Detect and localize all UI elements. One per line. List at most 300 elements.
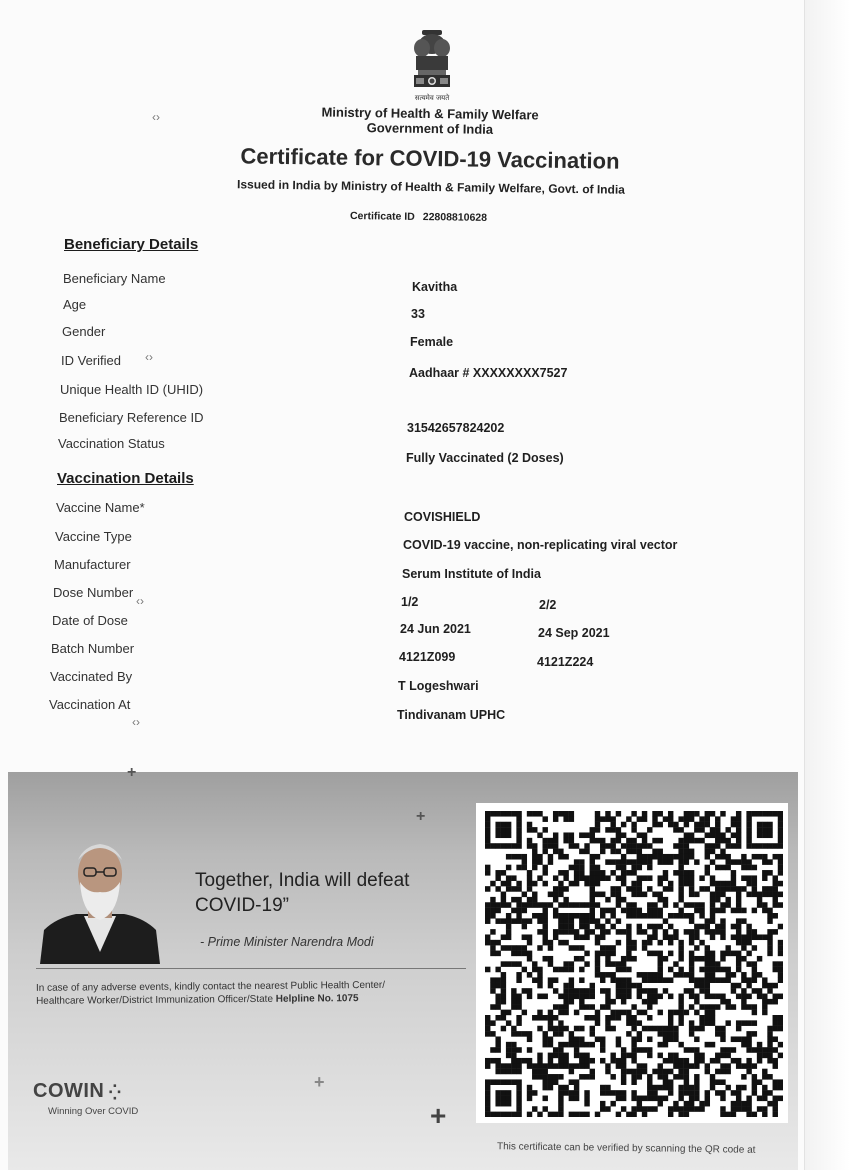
qr-module [678,892,683,898]
qr-module [537,854,542,860]
national-emblem-icon [408,26,456,108]
qr-module [668,934,673,940]
qr-module [548,1058,553,1064]
qr-module [668,951,673,957]
qr-module [705,849,710,855]
qr-module [652,913,657,919]
qr-module [715,838,720,844]
qr-module [736,934,741,940]
qr-module [694,822,699,828]
qr-module [684,1090,689,1096]
qr-module [678,843,683,849]
qr-module [579,967,584,973]
qr-module [631,870,636,876]
label-vaccination-status: Vaccination Status [58,436,165,451]
qr-module [532,827,537,833]
qr-module [647,1015,652,1021]
qr-module [563,870,568,876]
qr-module [626,1069,631,1075]
qr-module [579,1074,584,1080]
qr-module [543,913,548,919]
qr-module [590,1031,595,1037]
helpline-line-1: In case of any adverse events, kindly contact the nearest Public Health Center/ [35,979,386,994]
qr-module [647,972,652,978]
qr-module [694,956,699,962]
qr-module [616,859,621,865]
qr-module [537,994,542,1000]
qr-module [501,1015,506,1021]
qr-module [736,838,741,844]
qr-module [616,849,621,855]
qr-module [757,1058,762,1064]
qr-module [684,1010,689,1016]
qr-module [595,1112,600,1117]
qr-module [741,999,746,1005]
qr-module [621,1010,626,1016]
qr-module [631,865,636,871]
qr-module [522,945,527,951]
qr-module [616,940,621,946]
qr-module [678,994,683,1000]
qr-module [516,843,521,849]
qr-module [511,999,516,1005]
qr-module [590,994,595,1000]
qr-module [746,859,751,865]
qr-module [495,1101,500,1107]
qr-module [631,811,636,817]
qr-module [647,908,652,914]
qr-module [773,994,778,1000]
qr-module [678,838,683,844]
qr-module [558,1010,563,1016]
qr-module [720,854,725,860]
qr-module [637,832,642,838]
qr-module [631,1053,636,1059]
label-vaccine-name: Vaccine Name* [56,500,145,515]
qr-module [610,816,615,822]
qr-module [773,1036,778,1042]
qr-module [605,816,610,822]
qr-module [553,929,558,935]
qr-module [689,1047,694,1053]
qr-module [516,945,521,951]
qr-module [767,1042,772,1048]
qr-module [506,1069,511,1075]
qr-module [548,1042,553,1048]
qr-module [527,902,532,908]
qr-module [658,994,663,1000]
qr-module [778,822,783,828]
qr-module [553,897,558,903]
qr-module [595,1036,600,1042]
qr-module [553,908,558,914]
qr-module [501,881,506,887]
qr-module [621,1069,626,1075]
qr-module [605,945,610,951]
qr-module [522,892,527,898]
qr-module [506,902,511,908]
qr-module [720,1047,725,1053]
qr-module [631,843,636,849]
qr-module [694,1058,699,1064]
qr-module [637,843,642,849]
qr-module [720,918,725,924]
plus-decoration-icon: + [314,1072,325,1092]
qr-module [506,1112,511,1117]
qr-module [610,859,615,865]
qr-module [516,1063,521,1069]
qr-module [590,838,595,844]
qr-module [501,988,506,994]
qr-module [495,1004,500,1010]
qr-module [506,854,511,860]
qr-module [506,913,511,919]
qr-module [699,1026,704,1032]
qr-module [605,908,610,914]
qr-module [569,1079,574,1085]
qr-module [762,843,767,849]
qr-module [689,854,694,860]
qr-module [548,1010,553,1016]
qr-module [731,951,736,957]
qr-module [689,1063,694,1069]
qr-module [767,951,772,957]
qr-module [485,1063,490,1069]
qr-module [605,961,610,967]
qr-module [746,929,751,935]
qr-module [574,902,579,908]
qr-module [610,870,615,876]
qr-module [621,822,626,828]
qr-module [558,1063,563,1069]
qr-module [563,988,568,994]
qr-module [699,983,704,989]
qr-module [647,913,652,919]
plus-decoration-icon: + [430,1100,447,1131]
qr-module [699,977,704,983]
qr-module [652,934,657,940]
label-date-of-dose: Date of Dose [52,613,128,628]
qr-module [605,1004,610,1010]
qr-module [584,1074,589,1080]
qr-module [694,1090,699,1096]
qr-module [673,929,678,935]
qr-module [621,1074,626,1080]
qr-module [668,811,673,817]
qr-module [746,1101,751,1107]
qr-module [511,961,516,967]
qr-module [595,1015,600,1021]
qr-module [506,929,511,935]
qr-module [720,838,725,844]
qr-module [569,961,574,967]
qr-module [506,811,511,817]
qr-module [495,977,500,983]
qr-module [485,816,490,822]
qr-module [548,1015,553,1021]
qr-module [689,816,694,822]
qr-module [579,1042,584,1048]
qr-module [725,945,730,951]
qr-module [558,1058,563,1064]
qr-module [590,859,595,865]
qr-module [626,843,631,849]
qr-module [490,1031,495,1037]
qr-module [558,913,563,919]
qr-module [663,875,668,881]
qr-module [736,1096,741,1102]
qr-module [647,827,652,833]
qr-module [647,988,652,994]
qr-module [631,827,636,833]
qr-module [511,886,516,892]
qr-module [699,1020,704,1026]
qr-module [574,1042,579,1048]
qr-module [631,886,636,892]
qr-module [522,988,527,994]
qr-module [637,988,642,994]
qr-module [710,897,715,903]
qr-module [485,902,490,908]
qr-module [532,1106,537,1112]
qr-module [684,875,689,881]
qr-module [637,1047,642,1053]
qr-module [678,870,683,876]
value-dose-number-2: 2/2 [539,598,557,612]
qr-module [720,956,725,962]
qr-module [715,1031,720,1037]
qr-module [647,924,652,930]
qr-module [616,832,621,838]
qr-module [684,902,689,908]
qr-module [563,929,568,935]
qr-module [668,1058,673,1064]
qr-module [569,967,574,973]
qr-module [537,913,542,919]
qr-module [501,1112,506,1117]
qr-module [532,902,537,908]
qr-module [699,913,704,919]
qr-module [600,849,605,855]
qr-module [595,854,600,860]
qr-module [773,892,778,898]
qr-module [731,908,736,914]
qr-module [637,886,642,892]
qr-module [579,977,584,983]
qr-module [522,1010,527,1016]
qr-module [757,1096,762,1102]
qr-module [778,827,783,833]
qr-module [574,843,579,849]
qr-module [757,956,762,962]
qr-module [658,908,663,914]
qr-module [757,1047,762,1053]
qr-module [731,881,736,887]
qr-module [485,967,490,973]
qr-module [631,1036,636,1042]
qr-code[interactable] [485,811,783,1117]
qr-module [668,1031,673,1037]
qr-module [569,913,574,919]
qr-module [485,1106,490,1112]
qr-module [610,892,615,898]
qr-module [626,1015,631,1021]
qr-module [537,1069,542,1075]
qr-module [610,945,615,951]
qr-module [631,1004,636,1010]
qr-module [736,924,741,930]
qr-module [767,827,772,833]
qr-module [501,945,506,951]
qr-module [569,1031,574,1037]
qr-module [694,934,699,940]
qr-module [516,972,521,978]
qr-module [563,983,568,989]
qr-module [621,1058,626,1064]
qr-module [631,1020,636,1026]
qr-module [684,1079,689,1085]
qr-module [652,951,657,957]
qr-module [553,886,558,892]
qr-module [527,1112,532,1117]
vaccination-details-heading: Vaccination Details [57,470,194,487]
qr-module [563,918,568,924]
qr-module [642,1069,647,1075]
qr-module [532,897,537,903]
qr-module [631,913,636,919]
qr-module [705,988,710,994]
qr-module [736,967,741,973]
qr-module [574,956,579,962]
qr-module [569,977,574,983]
qr-module [757,897,762,903]
qr-module [553,988,558,994]
qr-module [678,1085,683,1091]
qr-module [621,1079,626,1085]
qr-module [516,881,521,887]
qr-module [558,924,563,930]
qr-module [595,967,600,973]
qr-module [752,1031,757,1037]
qr-module [516,865,521,871]
qr-module [621,967,626,973]
qr-module [642,988,647,994]
label-vaccinated-by: Vaccinated By [50,669,133,684]
qr-module [563,1053,568,1059]
qr-module [579,859,584,865]
qr-module [746,1036,751,1042]
qr-module [610,1101,615,1107]
qr-module [501,977,506,983]
qr-module [705,994,710,1000]
qr-module [626,945,631,951]
qr-module [642,999,647,1005]
qr-module [710,977,715,983]
qr-module [642,832,647,838]
qr-module [658,1096,663,1102]
qr-module [752,945,757,951]
qr-module [590,827,595,833]
qr-module [746,1004,751,1010]
qr-module [694,1036,699,1042]
qr-module [694,1074,699,1080]
qr-module [605,843,610,849]
qr-module [558,854,563,860]
qr-module [516,1015,521,1021]
qr-module [741,972,746,978]
qr-module [694,999,699,1005]
qr-module [595,940,600,946]
qr-module [736,1106,741,1112]
qr-module [485,1031,490,1037]
qr-module [516,1079,521,1085]
qr-module [501,1101,506,1107]
qr-module [731,988,736,994]
qr-module [511,988,516,994]
qr-module [605,1085,610,1091]
qr-module [584,988,589,994]
qr-module [511,811,516,817]
qr-module [673,961,678,967]
qr-module [673,1010,678,1016]
qr-module [610,822,615,828]
qr-module [736,859,741,865]
qr-module [616,865,621,871]
qr-module [658,838,663,844]
qr-module [705,983,710,989]
qr-module [767,811,772,817]
qr-module [642,892,647,898]
qr-module [616,1042,621,1048]
qr-module [725,977,730,983]
qr-module [741,994,746,1000]
qr-module [757,1079,762,1085]
qr-module [767,822,772,828]
qr-module [642,1010,647,1016]
qr-module [736,994,741,1000]
label-gender: Gender [62,324,106,339]
qr-module [658,956,663,962]
qr-module [637,994,642,1000]
qr-module [516,1020,521,1026]
qr-module [663,1069,668,1075]
qr-module [569,811,574,817]
qr-module [605,951,610,957]
qr-module [516,1106,521,1112]
qr-module [600,1036,605,1042]
qr-module [752,1074,757,1080]
qr-module [490,1047,495,1053]
qr-module [668,854,673,860]
qr-module [511,1063,516,1069]
qr-module [506,843,511,849]
qr-module [746,832,751,838]
qr-module [757,972,762,978]
qr-module [537,1026,542,1032]
qr-module [778,972,783,978]
qr-module [746,994,751,1000]
qr-module [563,897,568,903]
qr-module [631,1042,636,1048]
qr-module [668,1036,673,1042]
qr-module [725,1085,730,1091]
qr-module [605,1015,610,1021]
qr-module [637,849,642,855]
qr-module [532,1090,537,1096]
qr-module [710,1010,715,1016]
plus-decoration-icon: + [416,808,426,825]
qr-module [658,913,663,919]
